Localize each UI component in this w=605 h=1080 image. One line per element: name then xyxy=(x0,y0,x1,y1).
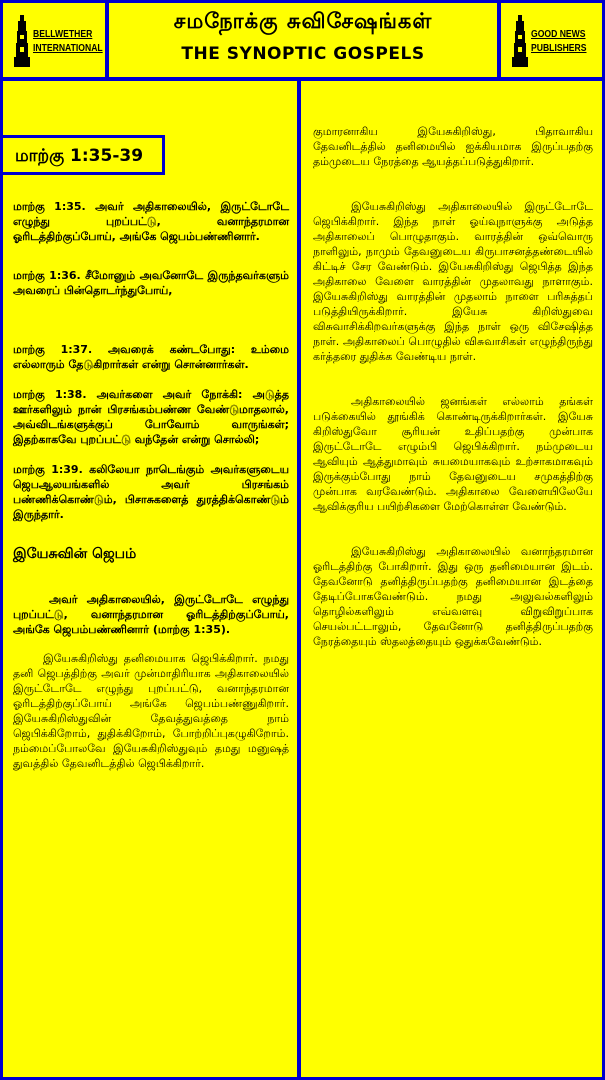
key-verse-quote: அவர் அதிகாலையில், இருட்டோடே எழுந்து புறப்பட்டு, வனாந்தரமான ஓரிடத்திற்குப்போய், அங்கே ஜெபம்பண்ணினார் (மாற்கு 1:35). xyxy=(13,593,289,636)
commentary-paragraph: அதிகாலையில் ஜனங்கள் எல்லாம் தங்கள் படுக்கையில் தூங்கிக் கொண்டிருக்கிறார்கள். இயேசு கிறிஸ்துவோ சூரியன் உதிப்பதற்கு முன்பாக இருட்டோடே எழும்பி ஜெபிக்கிறார். நம்முடைய ஆவியும் ஆத்துமாவும் சுயமையாகவும் உற்சாகமாகவும் இருக்கும்போது நாம் தேவனுடைய சமுகத்திற்கு முன்பாக வரவேண்டும். அதிகாலை வேளையிலேயே ஆவிக்குரிய பயிற்சிகளை மேற்கொள்ள வேண்டும். xyxy=(313,395,593,513)
logo-right-line2: PUBLISHERS xyxy=(531,42,587,54)
title-tamil: சமநோக்கு சுவிசேஷங்கள் xyxy=(173,9,433,33)
logo-right-line1: GOOD NEWS xyxy=(531,28,586,40)
commentary-paragraph: இயேசுகிறிஸ்து தனிமையாக ஜெபிக்கிறார். நமது தனி ஜெபத்திற்கு அவர் முன்மாதிரியாக அதிகாலையில் இருட்டோடே எழுந்து புறப்பட்டு, வனாந்தரமான ஓரிடத்திற்குப்போய் அங்கே ஜெபம்பண்ணுகிறார். இயேசுகிறிஸ்துவின் தேவத்துவத்தை நாம் ஜெபிக்கிறோம், துதிக்கிறோம், போற்றிப்புகழுகிறோம். நம்மைப்போலவே இயேசுகிறிஸ்துவும் தமது மனுஷத் துவத்தில் தேவனிடத்தில் ஜெபிக்கிறார். xyxy=(13,652,289,770)
good-news-logo xyxy=(501,3,602,77)
left-column xyxy=(3,81,297,1077)
tower-icon xyxy=(511,13,529,67)
section-title: இயேசுவின் ஜெபம் xyxy=(13,546,137,562)
commentary-continued xyxy=(313,124,593,679)
reference-box xyxy=(3,135,165,175)
commentary-paragraph: குமாரனாகிய இயேசுகிறிஸ்து, பிதாவாகிய தேவனிடத்தில் தனிமையில் ஐக்கியமாக இருப்பதற்கு தம்முடைய நேரத்தை ஆயத்தப்படுத்துகிறார். xyxy=(313,125,593,168)
right-column xyxy=(301,81,602,1077)
logo-left-line2: INTERNATIONAL xyxy=(33,42,103,54)
verse-35: மாற்கு 1:35. அவர் அதிகாலையில், இருட்டோடே எழுந்து புறப்பட்டு, வனாந்தரமான ஓரிடத்திற்குப்போய், அங்கே ஜெபம்பண்ணினார். xyxy=(13,200,289,243)
verse-39: மாற்கு 1:39. கலிலேயா நாடெங்கும் அவர்களுடைய ஜெபஆலயங்களில் அவர் பிரசங்கம் பண்ணிக்கொண்டும், பிசாசுகளைத் துரத்திக்கொண்டும் இருந்தார். xyxy=(13,463,289,521)
bellwether-logo xyxy=(3,3,105,77)
verse-37: மாற்கு 1:37. அவரைக் கண்டபோது: உம்மை எல்லாரும் தேடுகிறார்கள் என்று சொன்னார்கள். xyxy=(13,343,289,371)
commentary-paragraph: இயேசுகிறிஸ்து அதிகாலையில் இருட்டோடே ஜெபிக்கிறார். இந்த நாள் ஓய்வுநாளுக்கு அடுத்த அதிகாலைப் பொழுதாகும். வாரத்தின் ஒவ்வொரு நாளிலும், நாமும் தேவனுடைய கிருபாசனத்தண்டையில் கிட்டிச் சேர வேண்டும். இயேசுகிறிஸ்து ஜெபித்த இந்த அதிகாலை வேளை வாரத்தின் முதலாவது நாளாகும். இயேசுகிறிஸ்து வாரத்தின் முதலாம் நாளை பரிசுத்தப் படுத்தியிருக்கிறார். இயேசு கிறிஸ்துவை விசுவாசிக்கிறவர்களுக்கு இந்த நாள் ஒரு விசேஷித்த நாள். அதிகாலைப் பொழுதில் விசுவாசிகள் எழுந்திருந்து கர்த்தரை துதிக்க வேண்டிய நாள். xyxy=(313,200,593,363)
tower-icon xyxy=(13,13,31,67)
commentary-paragraph: இயேசுகிறிஸ்து அதிகாலையில் வனாந்தரமான ஓரிடத்திற்கு போகிறார். இது ஒரு தனிமையான இடம். தேவனோடு தனித்திருப்பதற்கு தனிமையான இடத்தை தேடிப்போகவேண்டும். நமது அலுவல்களிலும் தொழில்களிலும் எவ்வளவு விறுவிறுப்பாக செயல்பட்டாலும், தேவனோடு தனித்திருப்பதற்கு நேரத்தையும் ஸ்தலத்தையும் ஒதுக்கவேண்டும். xyxy=(313,545,593,648)
verse-list xyxy=(13,199,289,771)
scripture-reference: மாற்கு 1:35-39 xyxy=(15,146,144,166)
page-header xyxy=(109,3,497,77)
verse-36: மாற்கு 1:36. சீமோனும் அவனோடே இருந்தவர்களும் அவரைப் பின்தொடர்ந்துபோய், xyxy=(13,269,289,297)
logo-left-line1: BELLWETHER xyxy=(33,28,93,40)
verse-38: மாற்கு 1:38. அவர்களை அவர் நோக்கி: அடுத்த ஊர்களிலும் நான் பிரசங்கம்பண்ண வேண்டுமாதலால், அவ்விடங்களுக்குப் போவோம் வாருங்கள்; இதற்காகவே புறப்பட்டு வந்தேன் என்று சொல்லி; xyxy=(13,388,289,446)
title-english: THE SYNOPTIC GOSPELS xyxy=(181,44,425,64)
